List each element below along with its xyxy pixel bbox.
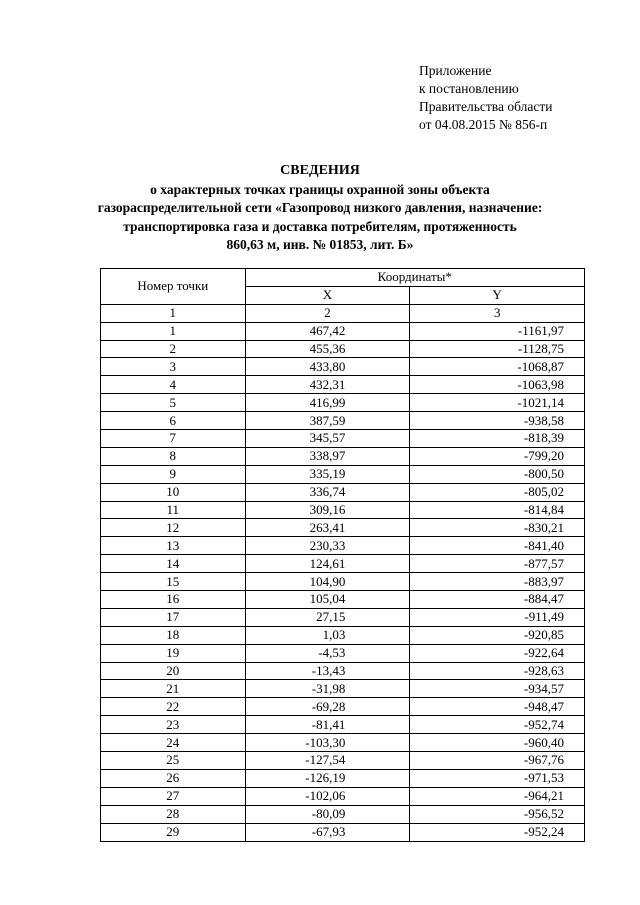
title-line: о характерных точках границы охранной зоны объекта — [150, 181, 490, 197]
point-number-cell: 7 — [101, 430, 246, 448]
y-coordinate-cell: -938,58 — [410, 412, 585, 430]
point-number-cell: 22 — [101, 698, 246, 716]
x-coordinate-cell: 416,99 — [245, 394, 410, 412]
x-coordinate-cell: -67,93 — [245, 823, 410, 841]
point-number-cell: 8 — [101, 447, 246, 465]
x-coordinate-cell: 345,57 — [245, 430, 410, 448]
y-coordinate-cell: -814,84 — [410, 501, 585, 519]
point-number-cell: 4 — [101, 376, 246, 394]
x-coordinate-cell: -81,41 — [245, 716, 410, 734]
point-number-cell: 27 — [101, 787, 246, 805]
x-coordinate-cell: -102,06 — [245, 787, 410, 805]
x-coordinate-cell: 124,61 — [245, 555, 410, 573]
y-coordinate-cell: -960,40 — [410, 734, 585, 752]
point-number-cell: 17 — [101, 608, 246, 626]
header-coordinates: Координаты* — [245, 269, 584, 287]
x-coordinate-cell: 1,03 — [245, 626, 410, 644]
table-row — [101, 447, 585, 465]
column-number: 2 — [245, 304, 410, 322]
x-coordinate-cell: 263,41 — [245, 519, 410, 537]
point-number-cell: 16 — [101, 591, 246, 609]
table-row — [101, 483, 585, 501]
x-coordinate-cell: 338,97 — [245, 447, 410, 465]
appendix-line: от 04.08.2015 № 856-п — [419, 117, 548, 132]
x-coordinate-cell: -80,09 — [245, 805, 410, 823]
point-number-cell: 15 — [101, 573, 246, 591]
y-coordinate-cell: -1063,98 — [410, 376, 585, 394]
coordinates-table — [100, 268, 585, 842]
table-row — [101, 519, 585, 537]
x-coordinate-cell: -69,28 — [245, 698, 410, 716]
appendix-header — [419, 62, 552, 134]
x-coordinate-cell: 387,59 — [245, 412, 410, 430]
table-row — [101, 769, 585, 787]
table-row — [101, 537, 585, 555]
x-coordinate-cell: -31,98 — [245, 680, 410, 698]
table-row — [101, 322, 585, 340]
y-coordinate-cell: -1068,87 — [410, 358, 585, 376]
title-main: СВЕДЕНИЯ — [280, 163, 360, 178]
table-row — [101, 465, 585, 483]
y-coordinate-cell: -1021,14 — [410, 394, 585, 412]
header-x: X — [245, 286, 410, 304]
title-line: транспортировка газа и доставка потребителям, протяженность — [123, 218, 517, 234]
point-number-cell: 12 — [101, 519, 246, 537]
point-number-cell: 9 — [101, 465, 246, 483]
point-number-cell: 20 — [101, 662, 246, 680]
point-number-cell: 25 — [101, 752, 246, 770]
x-coordinate-cell: -103,30 — [245, 734, 410, 752]
y-coordinate-cell: -952,24 — [410, 823, 585, 841]
y-coordinate-cell: -884,47 — [410, 591, 585, 609]
point-number-cell: 23 — [101, 716, 246, 734]
appendix-line: Приложение — [419, 63, 492, 78]
x-coordinate-cell: -13,43 — [245, 662, 410, 680]
header-point-number: Номер точки — [101, 269, 246, 305]
y-coordinate-cell: -805,02 — [410, 483, 585, 501]
x-coordinate-cell: -126,19 — [245, 769, 410, 787]
y-coordinate-cell: -1128,75 — [410, 340, 585, 358]
y-coordinate-cell: -818,39 — [410, 430, 585, 448]
x-coordinate-cell: 104,90 — [245, 573, 410, 591]
x-coordinate-cell: 309,16 — [245, 501, 410, 519]
header-y: Y — [410, 286, 585, 304]
y-coordinate-cell: -920,85 — [410, 626, 585, 644]
y-coordinate-cell: -799,20 — [410, 447, 585, 465]
y-coordinate-cell: -928,63 — [410, 662, 585, 680]
appendix-line: Правительства области — [419, 99, 553, 114]
table-row — [101, 662, 585, 680]
table-row — [101, 608, 585, 626]
y-coordinate-cell: -956,52 — [410, 805, 585, 823]
title-line: 860,63 м, инв. № 01853, лит. Б» — [226, 237, 414, 253]
point-number-cell: 5 — [101, 394, 246, 412]
y-coordinate-cell: -971,53 — [410, 769, 585, 787]
table-row — [101, 555, 585, 573]
table-row — [101, 805, 585, 823]
table-row — [101, 734, 585, 752]
column-number: 1 — [101, 304, 246, 322]
document-title — [90, 162, 550, 255]
point-number-cell: 21 — [101, 680, 246, 698]
table-row — [101, 412, 585, 430]
y-coordinate-cell: -830,21 — [410, 519, 585, 537]
column-number: 3 — [410, 304, 585, 322]
x-coordinate-cell: 455,36 — [245, 340, 410, 358]
point-number-cell: 24 — [101, 734, 246, 752]
y-coordinate-cell: -964,21 — [410, 787, 585, 805]
table-row — [101, 626, 585, 644]
x-coordinate-cell: 230,33 — [245, 537, 410, 555]
point-number-cell: 14 — [101, 555, 246, 573]
table-row — [101, 573, 585, 591]
point-number-cell: 10 — [101, 483, 246, 501]
table-row — [101, 340, 585, 358]
table-row — [101, 823, 585, 841]
table-row — [101, 501, 585, 519]
y-coordinate-cell: -1161,97 — [410, 322, 585, 340]
point-number-cell: 6 — [101, 412, 246, 430]
table-row — [101, 591, 585, 609]
y-coordinate-cell: -967,76 — [410, 752, 585, 770]
table-row — [101, 394, 585, 412]
table-row — [101, 358, 585, 376]
point-number-cell: 13 — [101, 537, 246, 555]
title-line: газораспределительной сети «Газопровод низкого давления, назначение: — [97, 200, 543, 216]
y-coordinate-cell: -911,49 — [410, 608, 585, 626]
point-number-cell: 28 — [101, 805, 246, 823]
y-coordinate-cell: -948,47 — [410, 698, 585, 716]
point-number-cell: 19 — [101, 644, 246, 662]
y-coordinate-cell: -800,50 — [410, 465, 585, 483]
table-header-row — [101, 269, 585, 287]
y-coordinate-cell: -841,40 — [410, 537, 585, 555]
x-coordinate-cell: -127,54 — [245, 752, 410, 770]
y-coordinate-cell: -883,97 — [410, 573, 585, 591]
x-coordinate-cell: 336,74 — [245, 483, 410, 501]
table-row — [101, 716, 585, 734]
table-row — [101, 644, 585, 662]
point-number-cell: 2 — [101, 340, 246, 358]
table-column-number-row — [101, 304, 585, 322]
table-row — [101, 752, 585, 770]
point-number-cell: 11 — [101, 501, 246, 519]
y-coordinate-cell: -952,74 — [410, 716, 585, 734]
y-coordinate-cell: -922,64 — [410, 644, 585, 662]
point-number-cell: 1 — [101, 322, 246, 340]
x-coordinate-cell: 105,04 — [245, 591, 410, 609]
point-number-cell: 3 — [101, 358, 246, 376]
x-coordinate-cell: 432,31 — [245, 376, 410, 394]
x-coordinate-cell: -4,53 — [245, 644, 410, 662]
table-row — [101, 787, 585, 805]
point-number-cell: 26 — [101, 769, 246, 787]
x-coordinate-cell: 433,80 — [245, 358, 410, 376]
table-row — [101, 680, 585, 698]
x-coordinate-cell: 27,15 — [245, 608, 410, 626]
table-row — [101, 430, 585, 448]
x-coordinate-cell: 335,19 — [245, 465, 410, 483]
table-body — [101, 322, 585, 841]
table-row — [101, 698, 585, 716]
x-coordinate-cell: 467,42 — [245, 322, 410, 340]
appendix-line: к постановлению — [419, 81, 519, 96]
point-number-cell: 18 — [101, 626, 246, 644]
point-number-cell: 29 — [101, 823, 246, 841]
y-coordinate-cell: -877,57 — [410, 555, 585, 573]
table-row — [101, 376, 585, 394]
y-coordinate-cell: -934,57 — [410, 680, 585, 698]
